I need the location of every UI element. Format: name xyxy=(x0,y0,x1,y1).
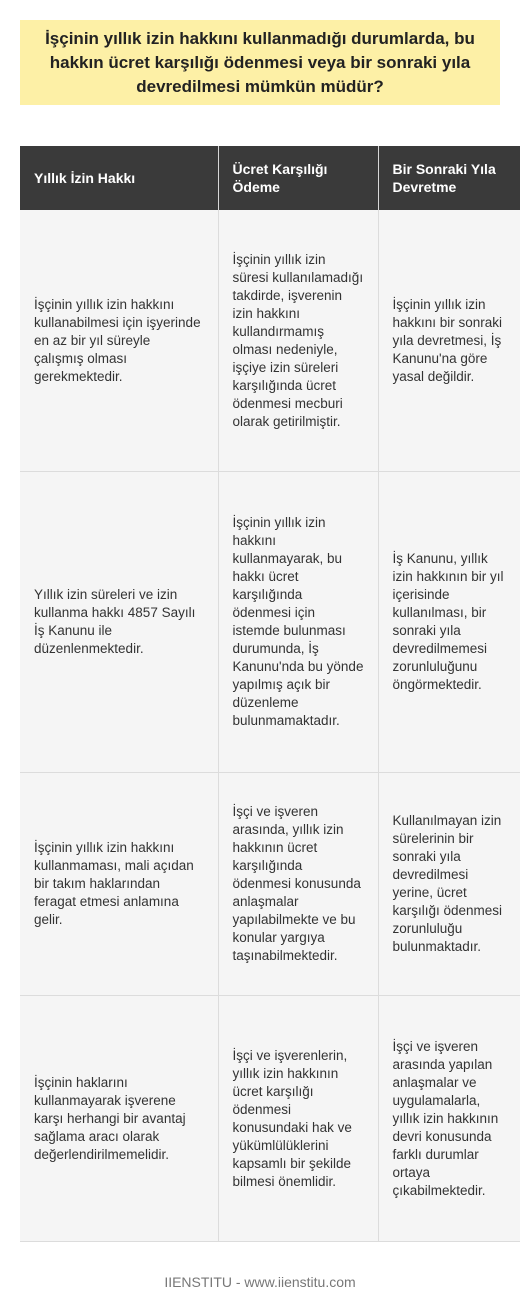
table-cell: İşçi ve işverenlerin, yıllık izin hakkının ücret karşılığı ödenmesi konusundaki hak ve yükümlülüklerini kapsamlı bir şekilde bilmesi önemlidir. xyxy=(218,996,378,1242)
column-header-paid-compensation: Ücret Karşılığı Ödeme xyxy=(218,146,378,210)
table-cell: İşçi ve işveren arasında, yıllık izin hakkının ücret karşılığında ödenmesi konusunda anlaşmalar yapılabilmekte ve bu konular yargıya taşınabilmektedir. xyxy=(218,773,378,996)
table-row xyxy=(20,773,520,996)
column-header-carry-over: Bir Sonraki Yıla Devretme xyxy=(378,146,520,210)
table-cell: İşçinin yıllık izin hakkını kullanmaması, mali açıdan bir takım haklarından feragat etmesi anlamına gelir. xyxy=(20,773,218,996)
table-row xyxy=(20,472,520,773)
table-cell: İşçinin yıllık izin hakkını kullanmayarak, bu hakkı ücret karşılığında ödenmesi için istemde bulunması durumunda, İş Kanunu'nda bu yönde yapılmış açık bir düzenleme bulunmamaktadır. xyxy=(218,472,378,773)
table-cell: İşçinin yıllık izin süresi kullanılamadığı takdirde, işverenin izin hakkını kullandırmamış olması nedeniyle, işçiye izin süreleri karşılığında ücret ödenmesi mecburi olarak getirilmiştir. xyxy=(218,210,378,472)
footer-credit: IIENSTITU - www.iienstitu.com xyxy=(164,1274,356,1290)
page-title: İşçinin yıllık izin hakkını kullanmadığı durumlarda, bu hakkın ücret karşılığı ödenmesi veya bir sonraki yıla devredilmesi mümkün müdür? xyxy=(20,20,500,105)
column-header-annual-leave: Yıllık İzin Hakkı xyxy=(20,146,218,210)
table-cell: İş Kanunu, yıllık izin hakkının bir yıl içerisinde kullanılması, bir sonraki yıla devredilmemesi zorunluluğunu öngörmektedir. xyxy=(378,472,520,773)
table-cell: İşçinin haklarını kullanmayarak işverene karşı herhangi bir avantaj sağlama aracı olarak değerlendirilmemelidir. xyxy=(20,996,218,1242)
table-cell: Yıllık izin süreleri ve izin kullanma hakkı 4857 Sayılı İş Kanunu ile düzenlenmektedir. xyxy=(20,472,218,773)
table-header-row xyxy=(20,146,520,210)
table-cell: İşçinin yıllık izin hakkını bir sonraki yıla devretmesi, İş Kanunu'na göre yasal değildir. xyxy=(378,210,520,472)
info-table xyxy=(20,146,520,1242)
table-cell: İşçinin yıllık izin hakkını kullanabilmesi için işyerinde en az bir yıl süreyle çalışmış olması gerekmektedir. xyxy=(20,210,218,472)
table-row xyxy=(20,996,520,1242)
table-row xyxy=(20,210,520,472)
table-cell: İşçi ve işveren arasında yapılan anlaşmalar ve uygulamalarla, yıllık izin hakkının devri konusunda farklı durumlar ortaya çıkabilmektedir. xyxy=(378,996,520,1242)
table-cell: Kullanılmayan izin sürelerinin bir sonraki yıla devredilmesi yerine, ücret karşılığı ödenmesi zorunluluğu bulunmaktadır. xyxy=(378,773,520,996)
